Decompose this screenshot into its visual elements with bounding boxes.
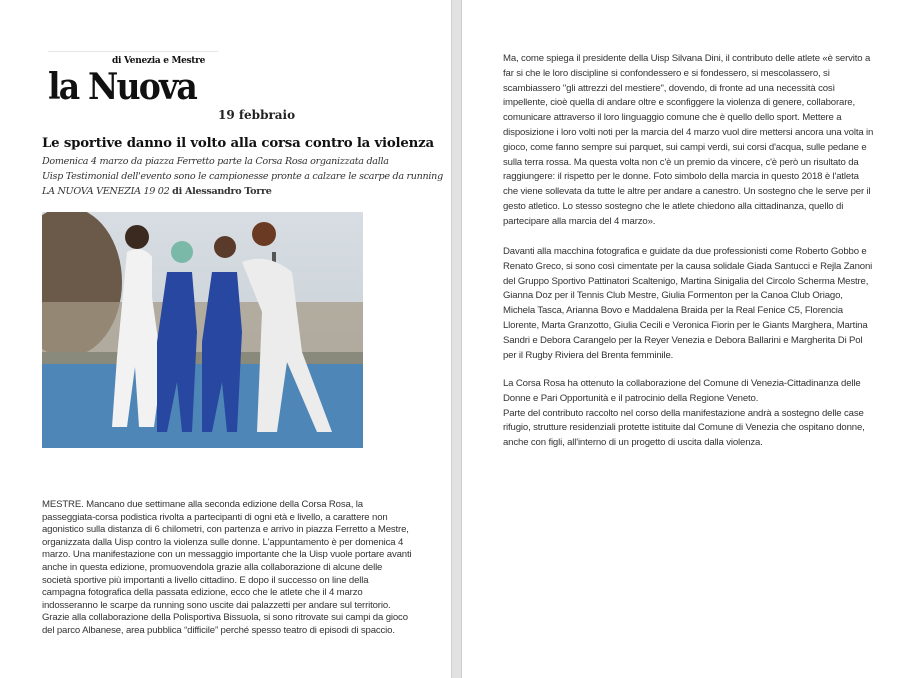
byline-author: di Alessandro Torre <box>172 186 272 197</box>
logo-sub: di Venezia e Mestre <box>112 56 206 66</box>
text-line: anche con figli, all'interno di un progetto di uscita dalla violenza. <box>503 437 763 449</box>
article-body-right-2 <box>503 245 872 363</box>
text-line: campagna fotografica della passata edizione, ecco che le atlete che il 4 marzo <box>42 587 363 599</box>
text-line: organizzata dalla Uisp contro la violenza sulle donne. L'appuntamento è per domenica 4 <box>42 536 404 548</box>
text-line: Parte del contributo raccolto nel corso della manifestazione andrà a sostegno delle case <box>503 407 864 419</box>
subtitle-line: Uisp Testimonial dell'evento sono le campionesse pronte a calzare le scarpe da running <box>42 171 443 182</box>
text-line: Gianna Doz per il Tennis Club Mestre, Giulia Formenton per la Canoa Club Oriago, <box>503 290 843 302</box>
text-line: anche in questa edizione, promuovendola grazie alla collaborazione di alcune delle <box>42 561 383 573</box>
text-line: impellente, cioè quella di andare oltre e sconfiggere la violenza di genere, collaborare, <box>503 97 855 109</box>
newspaper-logo <box>48 56 218 106</box>
text-line: passeggiata-corsa podistica rivolta a partecipanti di ogni età e livello, a carattere non <box>42 511 388 523</box>
page-gutter <box>451 0 462 678</box>
text-line: Renato Greco, si sono così cimentate per la causa solidale Giada Santucci e Rejla Zanoni <box>503 260 873 272</box>
text-line: del parco Albanese, area pubblica “difficile” perché spesso teatro di episodi di spaccio. <box>42 624 395 636</box>
text-line: agonistico sulla distanza di 6 chilometri, con partenza e arrivo in piazza Ferretto a Mestre, <box>42 524 409 536</box>
athletes-photo-icon <box>42 212 363 448</box>
article-body-right-1 <box>503 52 873 230</box>
text-line: disposizione i loro volti noti per la marcia del 4 marzo vuol dire mettersi ancora una volta in <box>503 126 874 138</box>
article-body-left <box>42 499 411 638</box>
text-line: del Gruppo Sportivo Pattinatori Scaltenigo, Martina Sinigalia del Circolo Scherma Mestre, <box>503 275 869 287</box>
text-line: indosseranno le scarpe da running sono uscite dai palazzetti per andare sul territorio. <box>42 599 391 611</box>
text-line: sulla terra rossa. Ma questa volta non c'è un premio da vincere, c'è però un risultato da <box>503 156 859 168</box>
text-line: società sportive più importanti a livello cittadino. E dopo il successo on line della <box>42 574 369 586</box>
text-line: partecipare alla marcia del 4 marzo». <box>503 215 656 227</box>
text-line: Michela Tasca, Arianna Bovo e Maddalena Braida per la Real Fenice C5, Florencia <box>503 305 843 317</box>
text-line: Donne e Pari Opportunità e il patrocinio della Regione Veneto. <box>503 392 759 404</box>
byline-source: LA NUOVA VENEZIA 19 02 <box>42 186 170 197</box>
article-body-right-3 <box>503 377 865 451</box>
text-line: rifugio, strutture residenziali protette istituite dal Comune di Venezia che ospitano donne, <box>503 422 865 434</box>
logo-main: la Nuova <box>48 66 197 108</box>
headline: Le sportive danno il volto alla corsa contro la violenza <box>42 136 434 151</box>
article-photo <box>42 212 363 448</box>
text-line: Grazie alla collaborazione della Polisportiva Bissuola, si sono ritrovate sui campi da gioco <box>42 612 408 624</box>
text-line: far si che le loro discipline si confondessero e si fondessero, si mescolassero, si <box>503 67 830 79</box>
page-right <box>462 0 910 678</box>
text-line: raggiungere: il rispetto per le donne. Foto simbolo della marcia in questo 2018 è l'atleta <box>503 171 859 183</box>
text-line: Sandri e Debora Carangelo per la Reyer Venezia e Debora Ballarini e Margherita Di Pol <box>503 334 863 346</box>
text-line: Llorente, Marta Granzotto, Giulia Cecili e Veronica Fiorin per le Giants Marghera, Martina <box>503 319 868 331</box>
text-line: scambiassero "gli attrezzi del mestiere", dovendo, di fronte ad una necessità così <box>503 82 836 94</box>
text-line: Ma, come spiega il presidente della Uisp Silvana Dini, il contributo delle atlete «è servito a <box>503 53 871 64</box>
text-line: MESTRE. Mancano due settimane alla seconda edizione della Corsa Rosa, la <box>42 499 363 510</box>
text-line: per il Rugby Riviera del Brenta femminile. <box>503 349 674 361</box>
logo-divider <box>48 51 218 52</box>
subtitle-line: Domenica 4 marzo da piazza Ferretto parte la Corsa Rosa organizzata dalla <box>42 156 389 167</box>
text-line: Davanti alla macchina fotografica e guidate da due professionisti come Roberto Gobbo e <box>503 246 867 257</box>
text-line: marzo. Una manifestazione con un messaggio importante che la Uisp vuole portare avanti <box>42 549 412 561</box>
byline <box>42 185 272 198</box>
article-date: 19 febbraio <box>218 108 296 122</box>
text-line: che viene sollevata da tutte le altre per andare a canestro. Un sostegno che le serve per il <box>503 186 871 198</box>
text-line: gesto atletico. Lo stesso sostegno che le atlete chiedono alla cittadinanza, quello di <box>503 200 844 212</box>
text-line: comunicare attraverso il loro linguaggio comune che è quello dello sport. Mettere a <box>503 112 842 124</box>
text-line: La Corsa Rosa ha ottenuto la collaborazione del Comune di Venezia-Cittadinanza delle <box>503 378 861 389</box>
text-line: gioco, come fanno sempre sui parquet, sui campi verdi, sui corsi d'acqua, sulle pedane e <box>503 141 867 153</box>
page-left <box>0 0 451 678</box>
